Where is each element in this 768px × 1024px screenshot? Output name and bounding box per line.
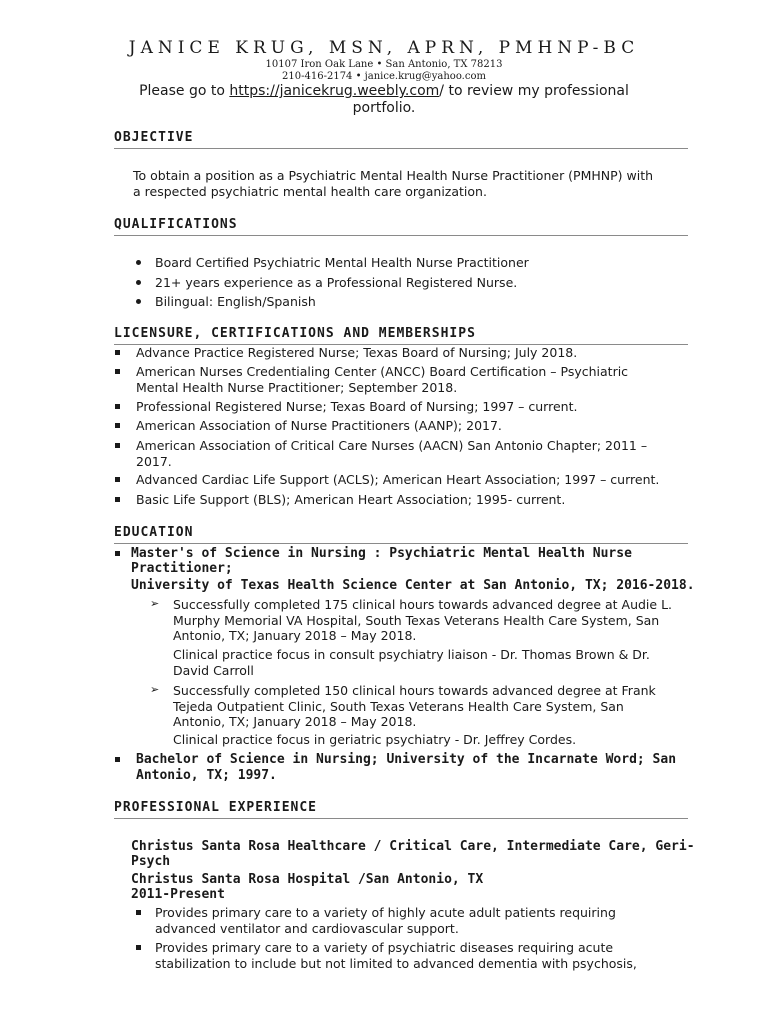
license-item: Advance Practice Registered Nurse; Texas Board of Nursing; July 2018. [136, 345, 578, 360]
degree-bsn-continued: Antonio, TX; 1997. [136, 768, 277, 783]
bullet-square [136, 910, 141, 915]
bullet-square [115, 404, 120, 409]
license-item: American Association of Nurse Practitioners (AANP); 2017. [136, 418, 502, 433]
license-item: Advanced Cardiac Life Support (ACLS); American Heart Association; 1997 – current. [136, 472, 660, 487]
address: 10107 Iron Oak Lane • San Antonio, TX 78213 [265, 59, 503, 70]
duty-item-line: advanced ventilator and cardiovascular support. [155, 921, 459, 936]
duty-item-line: stabilization to include but not limited to advanced dementia with psychosis, [155, 956, 637, 971]
portfolio-suffix: / to review my professional [439, 83, 629, 99]
clinical-item-line: Antonio, TX; January 2018 – May 2018. [173, 628, 417, 643]
clinical-item-line: Tejeda Outpatient Clinic, South Texas Veterans Health Care System, San [173, 699, 624, 714]
clinical-focus: Clinical practice focus in consult psychiatry liaison - Dr. Thomas Brown & Dr. [173, 647, 650, 662]
section-title-education: EDUCATION [114, 525, 688, 544]
clinical-focus-line: David Carroll [173, 663, 254, 678]
bullet-square [115, 551, 120, 556]
bullet-square [115, 477, 120, 482]
objective-text-1: To obtain a position as a Psychiatric Mental Health Nurse Practitioner (PMHNP) with [133, 168, 654, 183]
arrow-bullet-icon: ➢ [150, 683, 160, 696]
qualification-item: Bilingual: English/Spanish [155, 294, 316, 309]
qualification-item: Board Certified Psychiatric Mental Health Nurse Practitioner [155, 255, 529, 270]
bullet-square [115, 497, 120, 502]
license-item: American Association of Critical Care Nurses (AACN) San Antonio Chapter; 2011 – [136, 438, 648, 453]
portfolio-line [0, 83, 768, 100]
section-title-experience: PROFESSIONAL EXPERIENCE [114, 800, 688, 819]
hospital: Christus Santa Rosa Hospital /San Antonio, TX [131, 872, 484, 887]
bullet-dot [136, 260, 141, 265]
clinical-item-line: Murphy Memorial VA Hospital, South Texas Veterans Health Care System, San [173, 613, 660, 628]
portfolio-prefix: Please go to [139, 83, 230, 99]
bullet-square [115, 369, 120, 374]
degree-msn: Master's of Science in Nursing : Psychiatric Mental Health Nurse [131, 546, 632, 561]
license-item: American Nurses Credentialing Center (ANCC) Board Certification – Psychiatric [136, 364, 629, 379]
degree-bsn: Bachelor of Science in Nursing; University of the Incarnate Word; San [136, 752, 677, 767]
license-item: Professional Registered Nurse; Texas Board of Nursing; 1997 – current. [136, 399, 578, 414]
candidate-name: JANICE KRUG, MSN, APRN, PMHNP-BC [128, 38, 640, 58]
msn-school: University of Texas Health Science Center at San Antonio, TX; 2016-2018. [131, 578, 695, 593]
bullet-square [115, 423, 120, 428]
section-title-qualifications: QUALIFICATIONS [114, 217, 688, 236]
duty-item: Provides primary care to a variety of psychiatric diseases requiring acute [155, 940, 614, 955]
arrow-bullet-icon: ➢ [150, 597, 160, 610]
objective-text-2: a respected psychiatric mental health care organization. [133, 184, 487, 199]
bullet-square [115, 757, 120, 762]
employment-dates: 2011-Present [131, 887, 225, 902]
clinical-focus: Clinical practice focus in geriatric psychiatry - Dr. Jeffrey Cordes. [173, 732, 577, 747]
bullet-square [115, 350, 120, 355]
employer-continued: Psych [131, 854, 171, 869]
contact-info: 210-416-2174 • janice.krug@yahoo.com [282, 71, 486, 82]
bullet-square [136, 945, 141, 950]
bullet-dot [136, 280, 141, 285]
bullet-square [115, 443, 120, 448]
degree-msn-continued: Practitioner; [131, 561, 233, 576]
license-item-continued: Mental Health Nurse Practitioner; September 2018. [136, 380, 458, 395]
portfolio-link[interactable]: https://janicekrug.weebly.com [229, 83, 440, 99]
clinical-item: Successfully completed 175 clinical hours towards advanced degree at Audie L. [173, 597, 673, 612]
bullet-dot [136, 299, 141, 304]
duty-item: Provides primary care to a variety of highly acute adult patients requiring [155, 905, 616, 920]
clinical-item-line: Antonio, TX; January 2018 – May 2018. [173, 714, 417, 729]
section-title-licensure: LICENSURE, CERTIFICATIONS AND MEMBERSHIPS [114, 326, 688, 345]
portfolio-line-2: portfolio. [352, 100, 416, 116]
qualification-item: 21+ years experience as a Professional Registered Nurse. [155, 275, 518, 290]
license-item-continued: 2017. [136, 454, 172, 469]
license-item: Basic Life Support (BLS); American Heart Association; 1995- current. [136, 492, 566, 507]
clinical-item: Successfully completed 150 clinical hours towards advanced degree at Frank [173, 683, 656, 698]
employer: Christus Santa Rosa Healthcare / Critical Care, Intermediate Care, Geri- [131, 839, 695, 854]
section-title-objective: OBJECTIVE [114, 130, 688, 149]
